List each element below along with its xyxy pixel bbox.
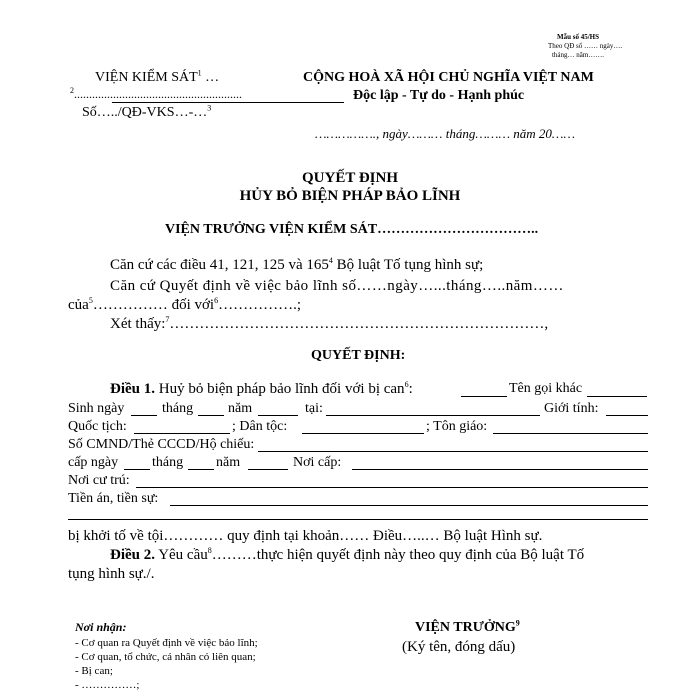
alias-label: Tên gọi khác	[509, 381, 583, 396]
org-name-text: VIỆN KIỂM SÁT	[95, 70, 198, 85]
article2-pre: Yêu cầu	[155, 547, 208, 563]
article2-label: Điều 2.	[110, 547, 155, 563]
dob-year-label: năm	[228, 401, 253, 416]
basis-line4-sup: 7	[165, 315, 170, 324]
prosecuted-line: bị khởi tố về tội………… quy định tại khoản…… Điều…..… Bộ luật Hình sự.	[68, 528, 543, 544]
recipient-item: - Cơ quan ra Quyết định về việc bảo lĩnh;	[75, 637, 258, 649]
title-line1: QUYẾT ĐỊNH	[302, 170, 398, 186]
issue-month-label: tháng	[152, 455, 184, 470]
signature-title-text: VIỆN TRƯỞNG	[415, 620, 516, 635]
org-line2	[70, 87, 242, 102]
signature-note: (Ký tên, đóng dấu)	[402, 639, 516, 655]
record-line1	[170, 505, 648, 506]
basis-line3	[68, 297, 301, 314]
nationality-line	[134, 433, 230, 434]
recipient-item: - Cơ quan, tổ chức, cá nhân có liên quan;	[75, 651, 256, 663]
issue-place-label: Nơi cấp:	[293, 455, 342, 470]
dob-month-line	[198, 415, 224, 416]
record-line2	[68, 519, 648, 520]
basis-line1-post: Bộ luật Tố tụng hình sự;	[332, 257, 484, 273]
basis-line3-sup: 5	[88, 296, 93, 305]
article1-line1	[110, 381, 413, 398]
id-card-line	[258, 451, 648, 452]
doc-number	[82, 105, 211, 121]
authority-line: VIỆN TRƯỞNG VIỆN KIỂM SÁT……………………………..	[165, 222, 539, 237]
form-code-date: tháng… năm…….	[551, 51, 605, 59]
title-line2: HỦY BỎ BIỆN PHÁP BẢO LĨNH	[239, 188, 461, 204]
article2-post: ………thực hiện quyết định này theo quy định của Bộ luật Tố	[211, 547, 585, 563]
issue-place-line	[352, 469, 648, 470]
religion-label: ; Tôn giáo:	[426, 419, 488, 434]
recipients-list	[75, 636, 258, 692]
birthplace-label: tại:	[305, 401, 323, 416]
religion-line	[493, 433, 648, 434]
basis-line2: Căn cứ Quyết định về việc bảo lĩnh số……ngày…...tháng…..năm……	[110, 278, 564, 294]
defendant-name-line	[461, 396, 507, 397]
doc-number-text: Số…../QĐ-VKS…-…	[82, 105, 208, 120]
article1-text: Huỷ bỏ biện pháp bảo lĩnh đối với bị can	[155, 381, 405, 397]
org-underline	[112, 102, 344, 103]
alias-line	[587, 396, 647, 397]
signature-title	[415, 620, 520, 636]
basis-line1-pre: Căn cứ các điều 41, 121, 125 và 165	[110, 257, 329, 273]
decision-heading: QUYẾT ĐỊNH:	[311, 348, 406, 363]
residence-label: Nơi cư trú:	[68, 473, 130, 488]
ethnicity-label: ; Dân tộc:	[232, 419, 288, 434]
article1-label: Điều 1.	[110, 381, 155, 397]
basis-line3-post: …………….;	[218, 297, 302, 313]
issue-year-label: năm	[216, 455, 241, 470]
article2-line2: tụng hình sự./.	[68, 566, 155, 582]
issue-year-line	[248, 469, 288, 470]
id-card-label: Số CMND/Thẻ CCCD/Hộ chiếu:	[68, 437, 255, 452]
basis-line3-pre: của	[68, 297, 89, 313]
doc-number-sup: 3	[207, 103, 212, 113]
dob-label: Sinh ngày	[68, 401, 125, 416]
basis-line4	[110, 316, 548, 333]
article2-line1	[110, 547, 584, 564]
article1-colon: :	[408, 381, 413, 397]
issue-day-label: cấp ngày	[68, 455, 119, 470]
basis-line1	[110, 257, 483, 274]
recipients-heading: Nơi nhận:	[75, 620, 127, 634]
recipient-item: - ……………;	[75, 679, 140, 691]
form-code-ref: Theo QĐ số …… ngày….	[548, 42, 623, 50]
org-line2-dots: ........................................................	[74, 87, 242, 101]
motto: Độc lập - Tự do - Hạnh phúc	[353, 88, 525, 103]
ethnicity-line	[302, 433, 424, 434]
form-code	[548, 33, 623, 60]
basis-line1-sup: 4	[328, 256, 333, 265]
org-name	[95, 70, 219, 86]
issue-day-line	[124, 469, 150, 470]
record-label: Tiền án, tiền sự:	[68, 491, 159, 506]
issue-month-line	[188, 469, 214, 470]
article2-sup: 8	[207, 546, 212, 555]
org-tail: …	[201, 70, 220, 85]
basis-line4-pre: Xét thấy:	[110, 316, 166, 332]
sex-line	[606, 415, 648, 416]
form-code-number: Mẫu số 45/HS	[556, 33, 599, 41]
dob-day-line	[131, 415, 157, 416]
basis-line3-sup2: 6	[214, 296, 219, 305]
dob-month-label: tháng	[162, 401, 194, 416]
basis-line4-post: …………………………………………………………………,	[169, 316, 549, 332]
org-sup: 1	[197, 68, 202, 78]
recipient-item: - Bị can;	[75, 665, 113, 677]
date-line: ……………., ngày……… tháng……… năm 20……	[315, 126, 576, 141]
signature-sup: 9	[515, 618, 520, 628]
article1-sup: 6	[404, 380, 409, 389]
basis-line3-mid: …………… đối với	[92, 297, 215, 313]
birthplace-line	[326, 415, 540, 416]
residence-line	[136, 487, 648, 488]
sex-label: Giới tính:	[544, 401, 599, 416]
org-line2-sup: 2	[70, 86, 74, 95]
country-name: CỘNG HOÀ XÃ HỘI CHỦ NGHĨA VIỆT NAM	[303, 70, 594, 85]
dob-year-line	[258, 415, 298, 416]
nationality-label: Quốc tịch:	[68, 419, 127, 434]
